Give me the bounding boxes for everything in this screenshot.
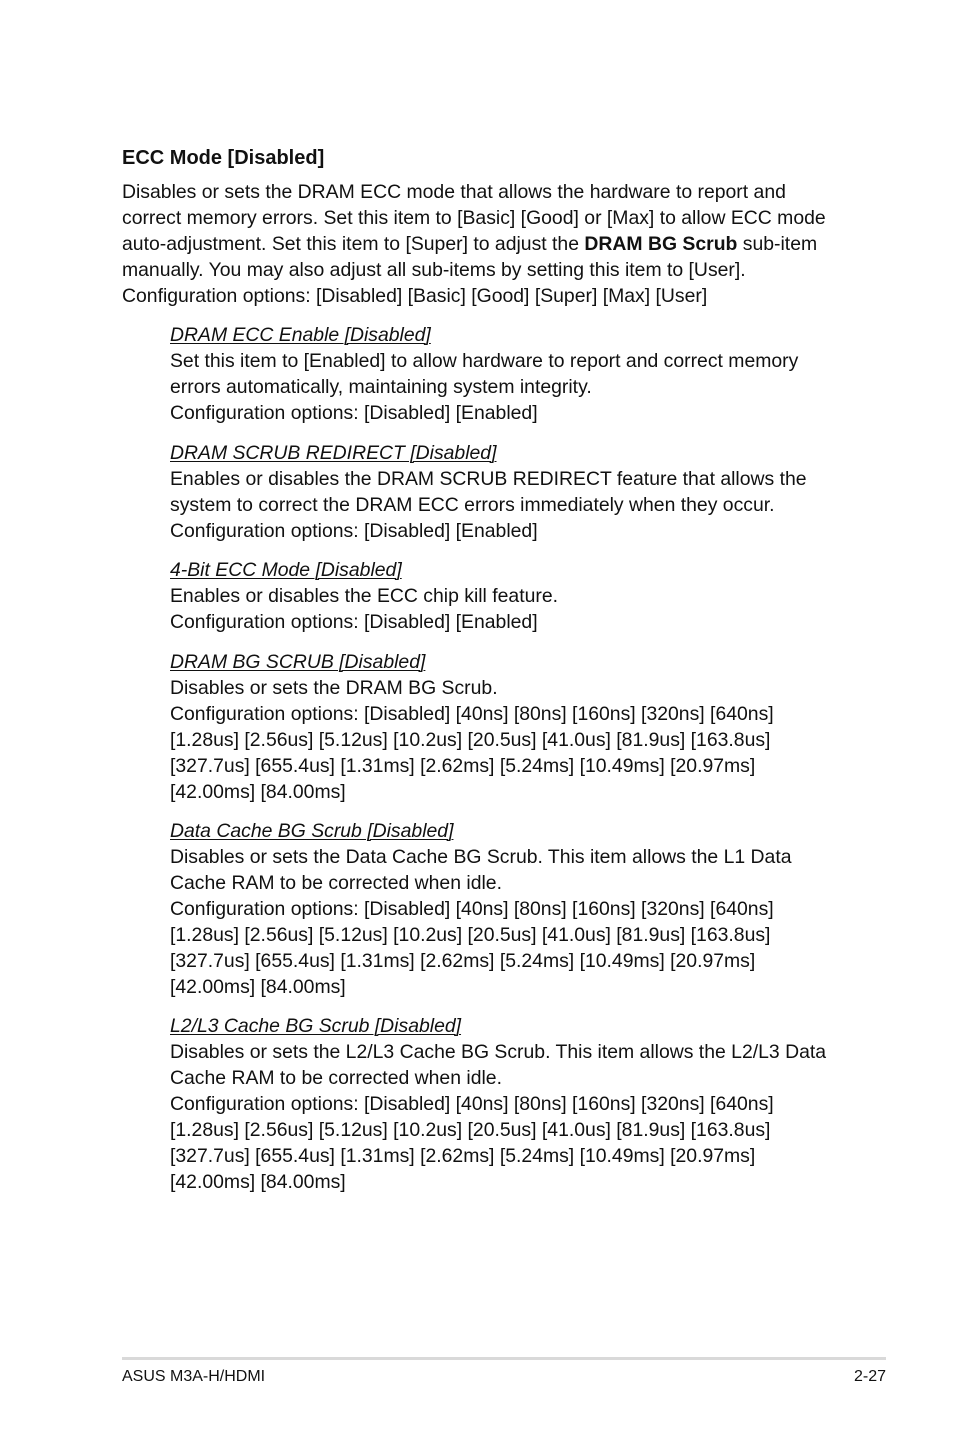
subitem-data-cache-bg-scrub: [170, 818, 840, 1000]
subitem-title: Data Cache BG Scrub [Disabled]: [170, 820, 454, 842]
subitem-dram-ecc-enable: [170, 322, 840, 426]
subitem-line: Cache RAM to be corrected when idle.: [170, 1067, 502, 1089]
subitem-line: Disables or sets the DRAM BG Scrub.: [170, 677, 498, 699]
subitem-l2l3-cache-bg-scrub: [170, 1013, 840, 1195]
subitem-line: Configuration options: [Disabled] [Enabled]: [170, 402, 538, 424]
description-text-part2: sub-item manually. You may also adjust all sub-items by setting this item to [User].: [122, 233, 818, 281]
subitem-line: Configuration options: [Disabled] [40ns] [80ns] [160ns] [320ns] [640ns]: [170, 703, 774, 725]
subitem-line: [327.7us] [655.4us] [1.31ms] [2.62ms] [5.24ms] [10.49ms] [20.97ms]: [170, 1145, 756, 1167]
description-config-options: Configuration options: [Disabled] [Basic] [Good] [Super] [Max] [User]: [122, 285, 708, 307]
subitem-line: [327.7us] [655.4us] [1.31ms] [2.62ms] [5.24ms] [10.49ms] [20.97ms]: [170, 950, 756, 972]
subitem-line: Enables or disables the ECC chip kill feature.: [170, 585, 559, 607]
subitem-line: [1.28us] [2.56us] [5.12us] [10.2us] [20.5us] [41.0us] [81.9us] [163.8us]: [170, 924, 771, 946]
subitem-dram-bg-scrub: [170, 649, 840, 805]
subitem-line: Set this item to [Enabled] to allow hardware to report and correct memory: [170, 350, 799, 372]
subitem-title: DRAM ECC Enable [Disabled]: [170, 324, 431, 346]
subitem-line: [42.00ms] [84.00ms]: [170, 1171, 346, 1193]
subitem-line: [42.00ms] [84.00ms]: [170, 976, 346, 998]
subitem-title: DRAM BG SCRUB [Disabled]: [170, 651, 426, 673]
section-description: [122, 179, 842, 309]
subitem-line: [1.28us] [2.56us] [5.12us] [10.2us] [20.5us] [41.0us] [81.9us] [163.8us]: [170, 1119, 771, 1141]
section-heading: ECC Mode [Disabled]: [122, 147, 325, 169]
subitem-line: Configuration options: [Disabled] [40ns] [80ns] [160ns] [320ns] [640ns]: [170, 1093, 774, 1115]
footer-page-number: 2-27: [853, 1368, 886, 1385]
subitem-line: Configuration options: [Disabled] [Enabled]: [170, 611, 538, 633]
description-text-part1: Disables or sets the DRAM ECC mode that allows the hardware to report and correct memory errors. Set this item to [Basic] [Good] or [Max] to allow ECC mode auto-adjustment. Set this item to [Super] to adjust the: [122, 181, 826, 255]
footer-divider: [122, 1357, 886, 1360]
subitem-title: L2/L3 Cache BG Scrub [Disabled]: [170, 1015, 462, 1037]
subitem-line: errors automatically, maintaining system integrity.: [170, 376, 592, 398]
subitem-line: Disables or sets the L2/L3 Cache BG Scrub. This item allows the L2/L3 Data: [170, 1041, 827, 1063]
subitem-line: [1.28us] [2.56us] [5.12us] [10.2us] [20.5us] [41.0us] [81.9us] [163.8us]: [170, 729, 771, 751]
subitem-line: Disables or sets the Data Cache BG Scrub. This item allows the L1 Data: [170, 846, 792, 868]
subitem-line: Configuration options: [Disabled] [40ns] [80ns] [160ns] [320ns] [640ns]: [170, 898, 774, 920]
description-bold-term: DRAM BG Scrub: [584, 233, 738, 255]
subitem-title: 4-Bit ECC Mode [Disabled]: [170, 559, 402, 581]
subitem-line: Cache RAM to be corrected when idle.: [170, 872, 502, 894]
subitem-dram-scrub-redirect: [170, 440, 840, 544]
subitem-line: system to correct the DRAM ECC errors immediately when they occur.: [170, 494, 775, 516]
subitem-line: [327.7us] [655.4us] [1.31ms] [2.62ms] [5.24ms] [10.49ms] [20.97ms]: [170, 755, 756, 777]
subitem-4bit-ecc-mode: [170, 557, 840, 635]
subitem-line: [42.00ms] [84.00ms]: [170, 781, 346, 803]
subitem-line: Enables or disables the DRAM SCRUB REDIRECT feature that allows the: [170, 468, 807, 490]
subitem-line: Configuration options: [Disabled] [Enabled]: [170, 520, 538, 542]
subitem-title: DRAM SCRUB REDIRECT [Disabled]: [170, 442, 497, 464]
footer-product-name: ASUS M3A-H/HDMI: [122, 1368, 266, 1385]
